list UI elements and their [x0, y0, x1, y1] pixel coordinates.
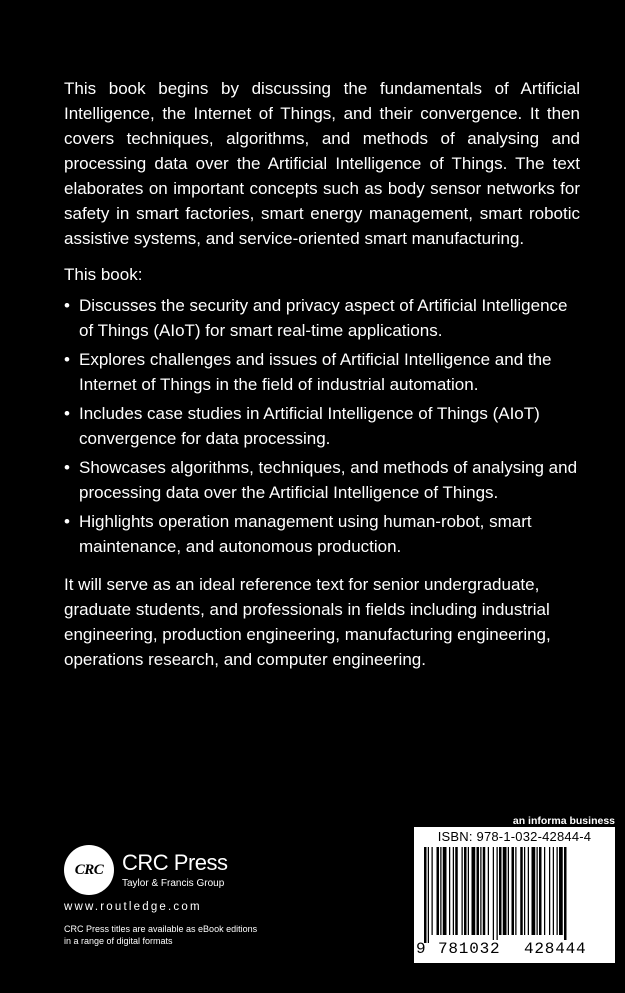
intro-paragraph: This book begins by discussing the fundamentals of Artificial Intelligence, the Internet of Things, and their convergence. It then covers techniques, algorithms, and methods of analysing and processing data over the Artificial Intelligence of Things. The text elaborates on important concepts such as body sensor networks for safety in smart factories, smart energy management, smart robotic assistive systems, and service-oriented smart manufacturing.: [64, 79, 580, 248]
barcode-digits-left: 781032: [438, 940, 501, 958]
bullet-icon: •: [64, 296, 70, 315]
ebook-note-line: in a range of digital formats: [64, 936, 173, 946]
crc-logo-icon: CRC: [64, 845, 114, 895]
bullet-icon: •: [64, 458, 70, 477]
list-item-text: Includes case studies in Artificial Intelligence of Things (AIoT) convergence for data processing.: [79, 404, 540, 448]
bullet-icon: •: [64, 350, 70, 369]
ebook-note: [64, 923, 264, 947]
ebook-note-line: CRC Press titles are available as eBook editions: [64, 924, 258, 934]
list-item: [64, 509, 580, 559]
isbn-barcode: [414, 827, 615, 963]
barcode-bars-icon: [422, 847, 608, 943]
isbn-text: ISBN: 978-1-032-42844-4: [437, 829, 592, 844]
list-item-text: Explores challenges and issues of Artificial Intelligence and the Internet of Things in the field of industrial automation.: [79, 350, 552, 394]
list-item: [64, 347, 580, 397]
publisher-name: CRC Press: [122, 850, 228, 875]
feature-list: [64, 293, 580, 563]
barcode-digit-first: 9: [416, 940, 427, 958]
book-features-lead: This book:: [64, 265, 143, 284]
publisher-group: Taylor & Francis Group: [122, 878, 225, 889]
publisher-website: www.routledge.com: [64, 901, 202, 913]
bullet-icon: •: [64, 512, 70, 531]
list-item-text: Highlights operation management using human-robot, smart maintenance, and autonomous production.: [79, 512, 532, 556]
list-item-text: Discusses the security and privacy aspect of Artificial Intelligence of Things (AIoT) for smart real-time applications.: [79, 296, 568, 340]
list-item-text: Showcases algorithms, techniques, and methods of analysing and processing data over the Artificial Intelligence of Things.: [79, 458, 578, 502]
bullet-icon: •: [64, 404, 70, 423]
closing-paragraph: It will serve as an ideal reference text for senior undergraduate, graduate students, and professionals in fields including industrial engineering, production engineering, manufacturing engineering, operations research, and computer engineering.: [64, 575, 551, 669]
barcode-digits-right: 428444: [524, 940, 587, 958]
informa-tagline: an informa business: [512, 815, 615, 827]
list-item: [64, 401, 580, 451]
list-item: [64, 455, 580, 505]
list-item: [64, 293, 580, 343]
